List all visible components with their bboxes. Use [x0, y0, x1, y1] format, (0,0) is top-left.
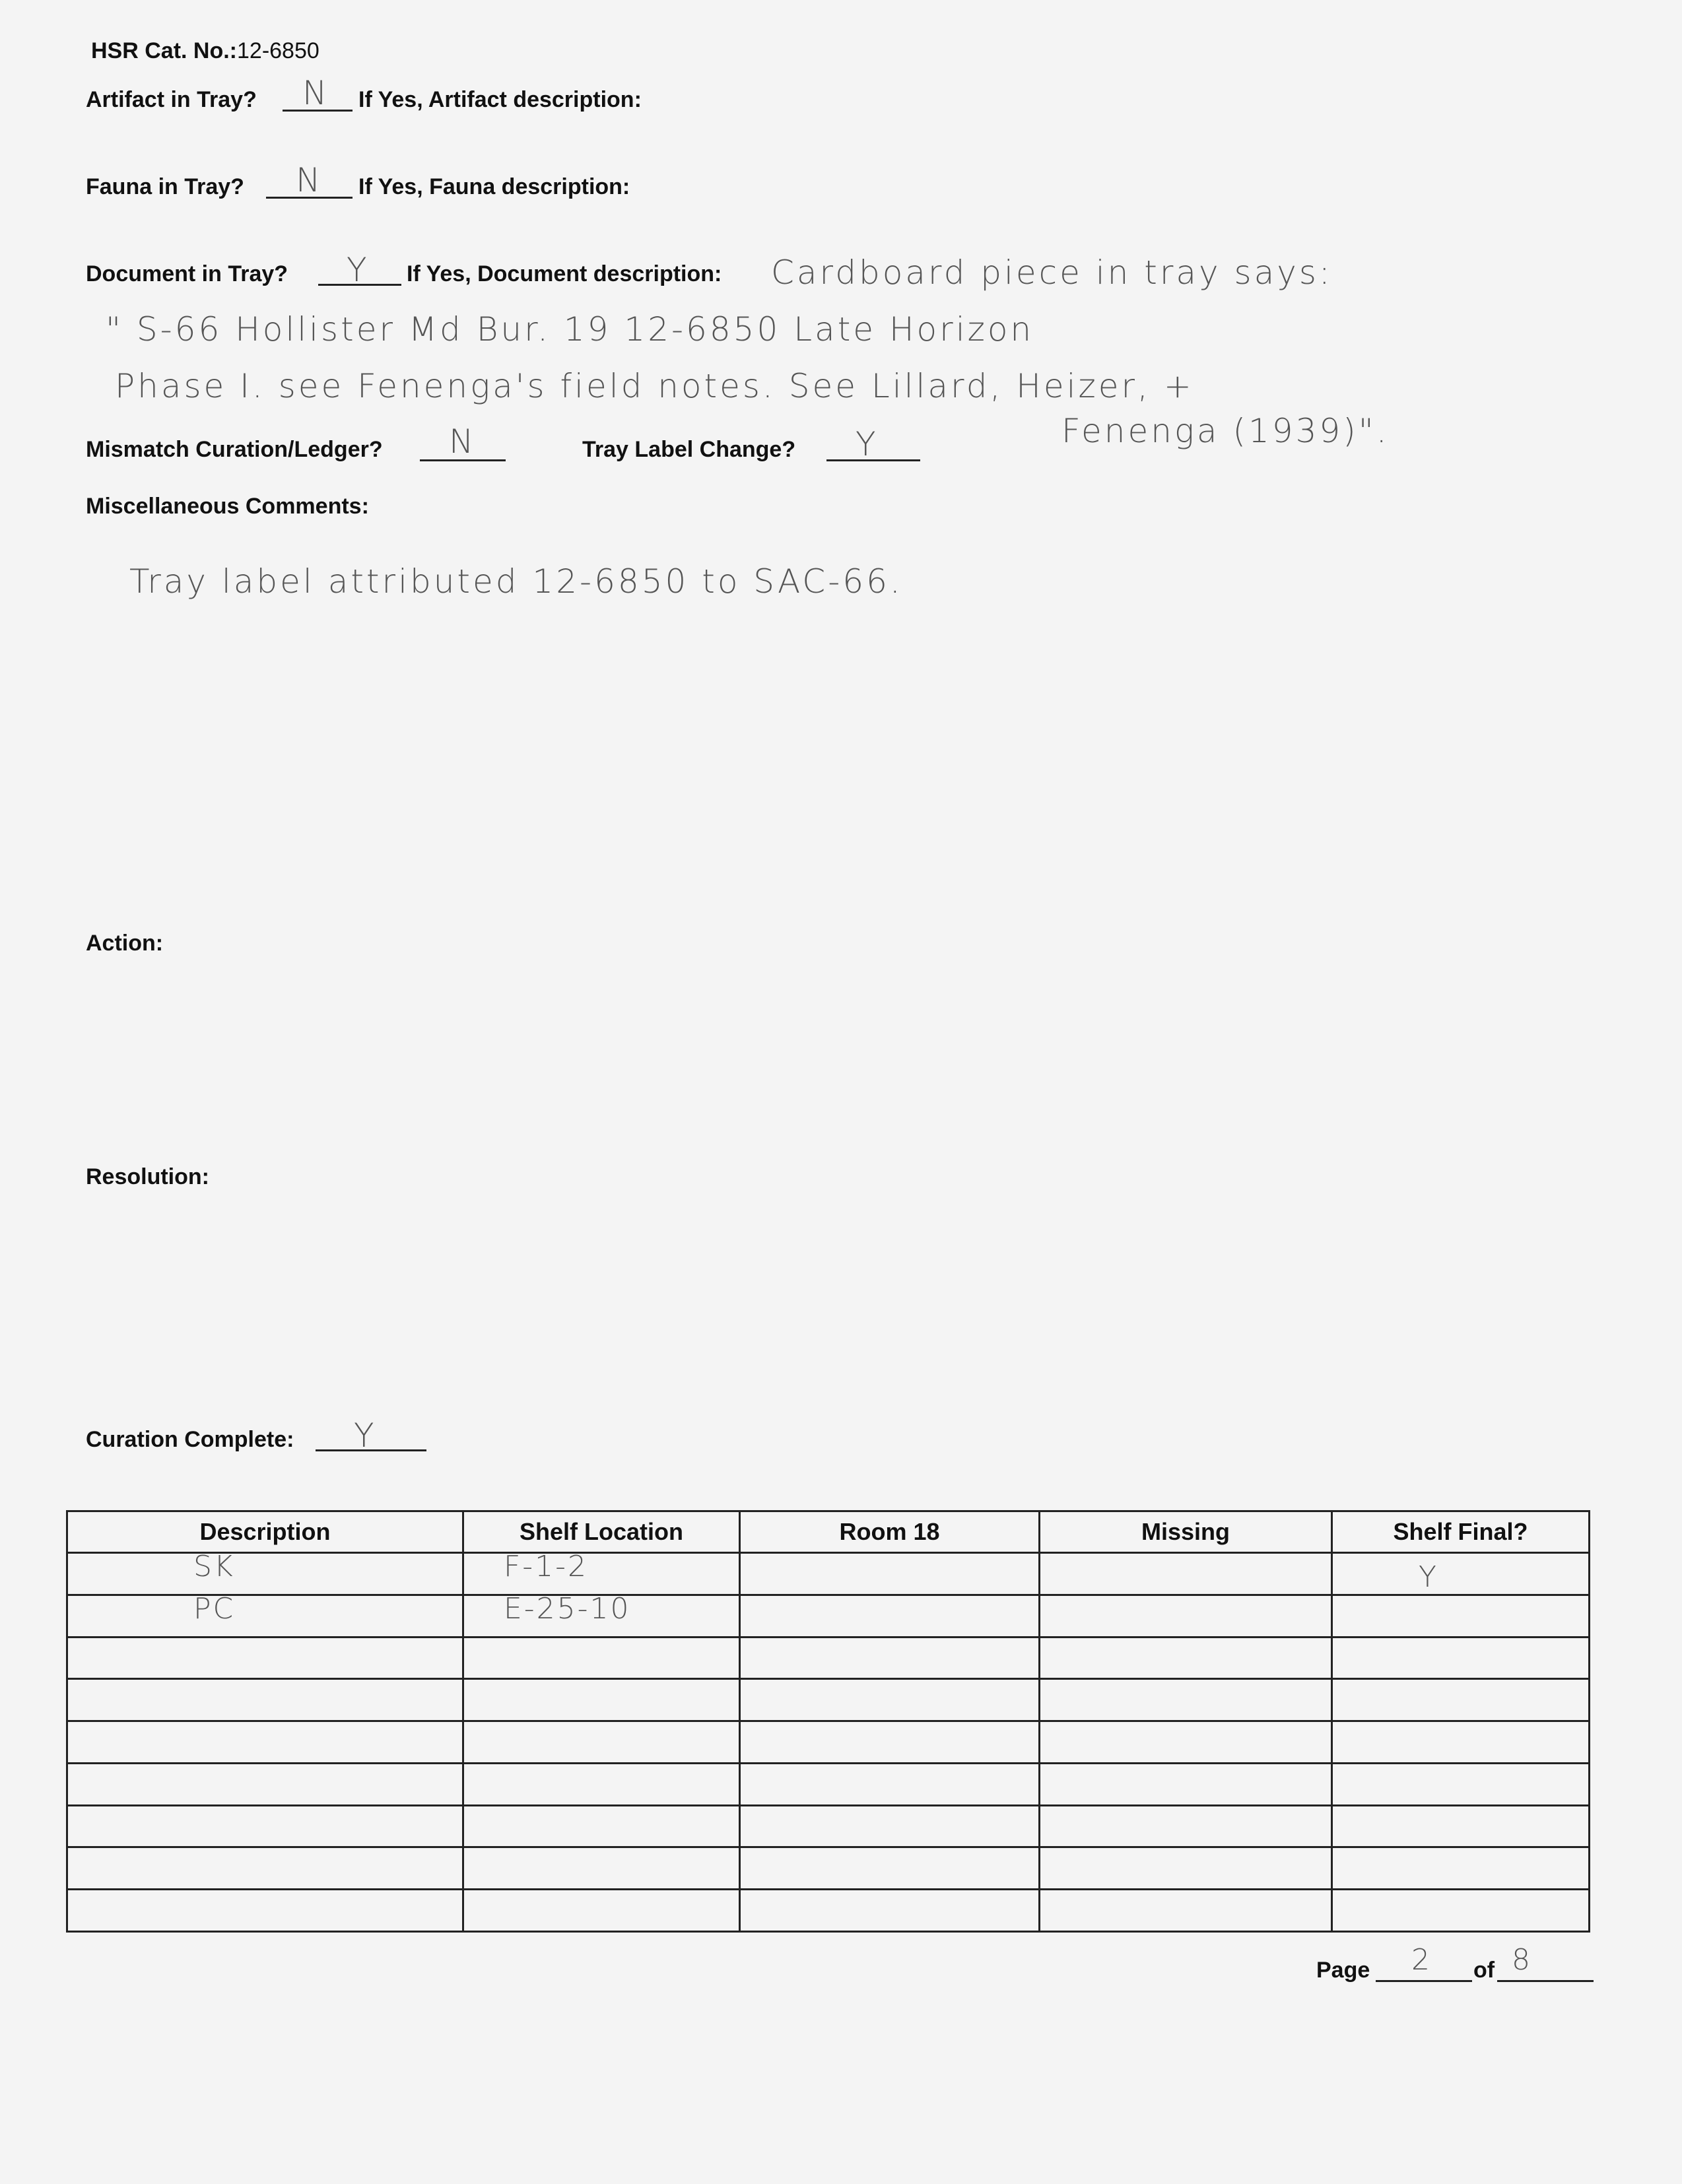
table-cell [67, 1763, 463, 1805]
table-cell [740, 1679, 1040, 1721]
table-cell [463, 1721, 740, 1764]
table-cell [67, 1805, 463, 1847]
table-cell [1040, 1679, 1332, 1721]
table-cell [463, 1890, 740, 1932]
cell-description: PC [193, 1591, 236, 1626]
table-cell [463, 1763, 740, 1805]
table-cell [1040, 1637, 1332, 1679]
curation-complete-answer: Y [354, 1416, 377, 1455]
document-question: Document in Tray? [86, 261, 288, 286]
table-header-row [67, 1511, 1590, 1553]
table-body [67, 1550, 1590, 1932]
table-cell [740, 1890, 1040, 1932]
table-cell [1040, 1805, 1332, 1847]
table-cell [1332, 1763, 1590, 1805]
table-cell [1332, 1847, 1590, 1890]
document-desc-line-3: Phase I. see Fenenga's field notes. See Lillard, Heizer, + [115, 367, 1194, 405]
table-cell [463, 1550, 740, 1595]
table-cell [1040, 1553, 1332, 1595]
table-cell [740, 1763, 1040, 1805]
page-label: Page [1316, 1958, 1370, 1983]
table-cell [67, 1679, 463, 1721]
table-row [67, 1679, 1590, 1721]
artifact-answer: N [302, 74, 330, 112]
document-answer: Y [347, 251, 370, 289]
table-row [67, 1763, 1590, 1805]
tray-label-change-answer: Y [856, 425, 879, 463]
table-row [67, 1890, 1590, 1932]
action-label: Action: [86, 931, 164, 956]
table-cell [67, 1637, 463, 1679]
table-cell [1332, 1553, 1590, 1595]
table-cell [740, 1847, 1040, 1890]
table-cell [1040, 1721, 1332, 1764]
fauna-question: Fauna in Tray? [86, 174, 244, 199]
table-cell [463, 1591, 740, 1637]
table-row [67, 1595, 1590, 1637]
table-row [67, 1721, 1590, 1764]
document-desc-label: If Yes, Document description: [407, 261, 722, 286]
misc-comment-text: Tray label attributed 12-6850 to SAC-66. [129, 562, 903, 601]
inventory-table [66, 1510, 1590, 1933]
page-number-line [1376, 1980, 1472, 1982]
mismatch-question: Mismatch Curation/Ledger? [86, 437, 383, 462]
header-description: Description [67, 1511, 463, 1553]
table-row [67, 1553, 1590, 1595]
table-cell [1040, 1595, 1332, 1637]
header-room-18: Room 18 [740, 1511, 1040, 1553]
table-cell [740, 1721, 1040, 1764]
table-cell [1332, 1679, 1590, 1721]
table-row [67, 1847, 1590, 1890]
misc-comments-label: Miscellaneous Comments: [86, 494, 369, 519]
total-pages-line [1497, 1980, 1594, 1982]
mismatch-answer: N [449, 422, 477, 461]
fauna-desc-label: If Yes, Fauna description: [358, 174, 630, 199]
table-cell [1040, 1847, 1332, 1890]
artifact-question: Artifact in Tray? [86, 87, 257, 112]
table-cell [1332, 1805, 1590, 1847]
table-cell [67, 1847, 463, 1890]
document-desc-line-2: " S-66 Hollister Md Bur. 19 12-6850 Late Horizon [106, 310, 1034, 348]
table-cell [1332, 1595, 1590, 1637]
cell-shelf-location: E-25-10 [504, 1591, 631, 1626]
header-missing: Missing [1040, 1511, 1332, 1553]
table-cell [67, 1591, 463, 1637]
table-cell [740, 1637, 1040, 1679]
table-cell [740, 1805, 1040, 1847]
table-cell [1332, 1637, 1590, 1679]
header-shelf-location: Shelf Location [463, 1511, 740, 1553]
tray-label-change-question: Tray Label Change? [582, 437, 796, 462]
curation-complete-label: Curation Complete: [86, 1427, 294, 1452]
cell-shelf-final: Y [1419, 1560, 1438, 1594]
of-label: of [1473, 1958, 1495, 1983]
resolution-label: Resolution: [86, 1164, 209, 1189]
table-cell [1332, 1890, 1590, 1932]
header-shelf-final: Shelf Final? [1332, 1511, 1590, 1553]
table-cell [67, 1890, 463, 1932]
table-cell [1040, 1890, 1332, 1932]
cat-number-value: 12-6850 [237, 38, 320, 63]
table-cell [740, 1553, 1040, 1595]
document-desc-line-4: Fenenga (1939)". [1061, 412, 1390, 450]
table-cell [463, 1637, 740, 1679]
table-cell [1332, 1721, 1590, 1764]
page-number-value: 2 [1411, 1943, 1432, 1977]
fauna-answer: N [296, 161, 323, 199]
table-cell [1040, 1763, 1332, 1805]
artifact-desc-label: If Yes, Artifact description: [358, 87, 642, 112]
total-pages-value: 8 [1512, 1943, 1533, 1977]
cell-description: SK [193, 1550, 235, 1583]
table-cell [463, 1847, 740, 1890]
table-cell [67, 1721, 463, 1764]
table-row [67, 1805, 1590, 1847]
cell-shelf-location: F-1-2 [504, 1550, 589, 1583]
cat-number-label: HSR Cat. No.: [91, 38, 237, 63]
table-cell [740, 1595, 1040, 1637]
cat-number [91, 38, 320, 64]
document-desc-line-1: Cardboard piece in tray says: [771, 253, 1333, 292]
table-cell [67, 1550, 463, 1595]
table-cell [463, 1805, 740, 1847]
table-row [67, 1637, 1590, 1679]
table-cell [463, 1679, 740, 1721]
